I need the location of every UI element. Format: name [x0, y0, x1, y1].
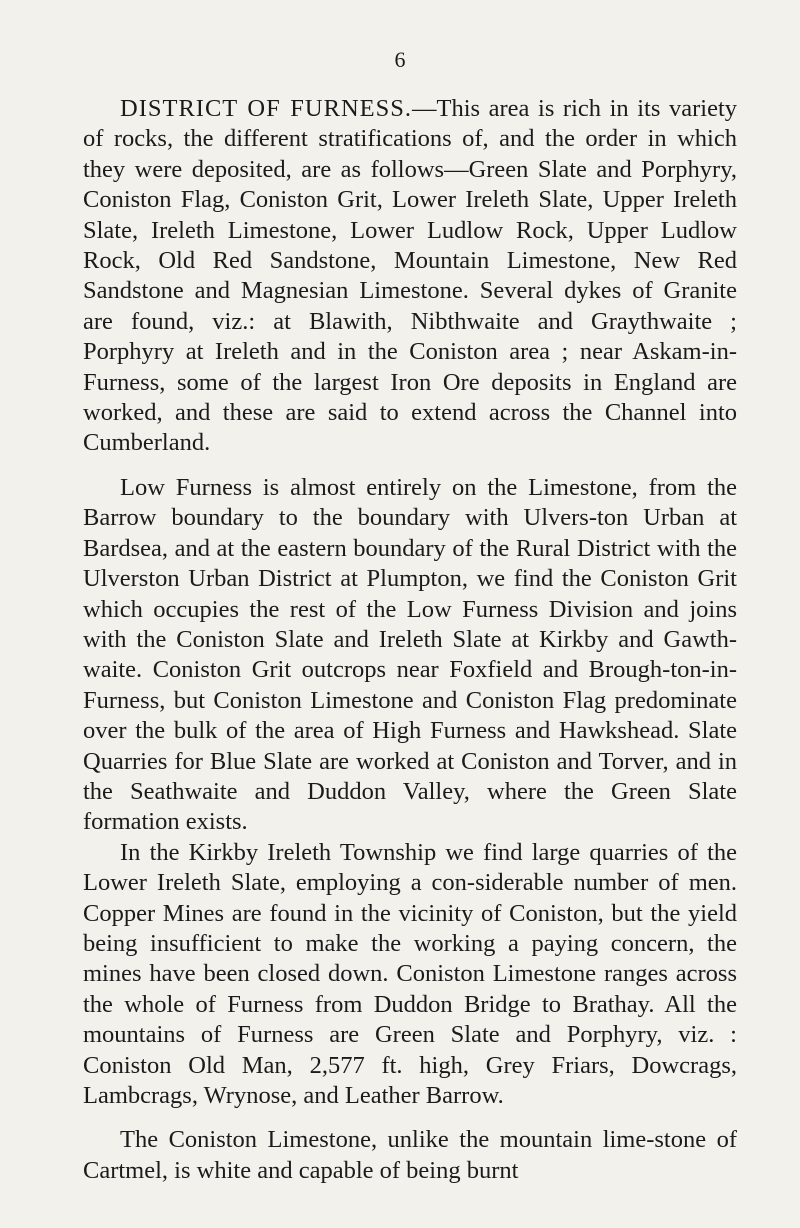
- paragraph-low-furness: Low Furness is almost entirely on the Limestone, from the Barrow boundary to the boundary with Ulvers-ton Urban at Bardsea, and at the eastern boundary of the Rural District with the Ulverston Urban District at Plumpton, we find the Coniston Grit which occupies the rest of the Low Furness Division and joins with the Coniston Slate and Ireleth Slate at Kirkby and Gawth-waite. Coniston Grit outcrops near Foxfield and Brough-ton-in-Furness, but Coniston Limestone and Coniston Flag predominate over the bulk of the area of High Furness and Hawkshead. Slate Quarries for Blue Slate are worked at Coniston and Torver, and in the Seathwaite and Duddon Valley, where the Green Slate formation exists.: [83, 473, 737, 836]
- body-text: [83, 94, 737, 1186]
- paragraph-coniston-limestone: The Coniston Limestone, unlike the mountain lime-stone of Cartmel, is white and capable of being burnt: [83, 1126, 737, 1184]
- paragraph-kirkby-ireleth: In the Kirkby Ireleth Township we find large quarries of the Lower Ireleth Slate, employing a con-siderable number of men. Copper Mines are found in the vicinity of Coniston, but the yield being insufficient to make the working a paying concern, the mines have been closed down. Coniston Limestone ranges across the whole of Furness from Duddon Bridge to Brathay. All the mountains of Furness are Green Slate and Porphyry, viz. : Coniston Old Man, 2,577 ft. high, Grey Friars, Dowcrags, Lambcrags, Wrynose, and Leather Barrow.: [83, 838, 737, 1109]
- paragraph-district-of-furness: [83, 94, 737, 459]
- section-lead-text: —This area is rich in its variety of rocks, the different stratifications of, and the order in which they were deposited, are as follows—Green Slate and Porphyry, Coniston Flag, Coniston Grit, Lower Ireleth Slate, Upper Ireleth Slate, Ireleth Limestone, Lower Ludlow Rock, Upper Ludlow Rock, Old Red Sandstone, Mountain Limestone, New Red Sandstone and Magnesian Limestone. Several dykes of Granite are found, viz.: at Blawith, Nibthwaite and Graythwaite ; Porphyry at Ireleth and in the Coniston area ; near Askam-in-Furness, some of the largest Iron Ore deposits in England are worked, and these are said to extend across the Channel into Cumberland.: [83, 95, 737, 457]
- section-heading: DISTRICT OF FURNESS.: [120, 95, 412, 122]
- page-number: 6: [394, 47, 406, 72]
